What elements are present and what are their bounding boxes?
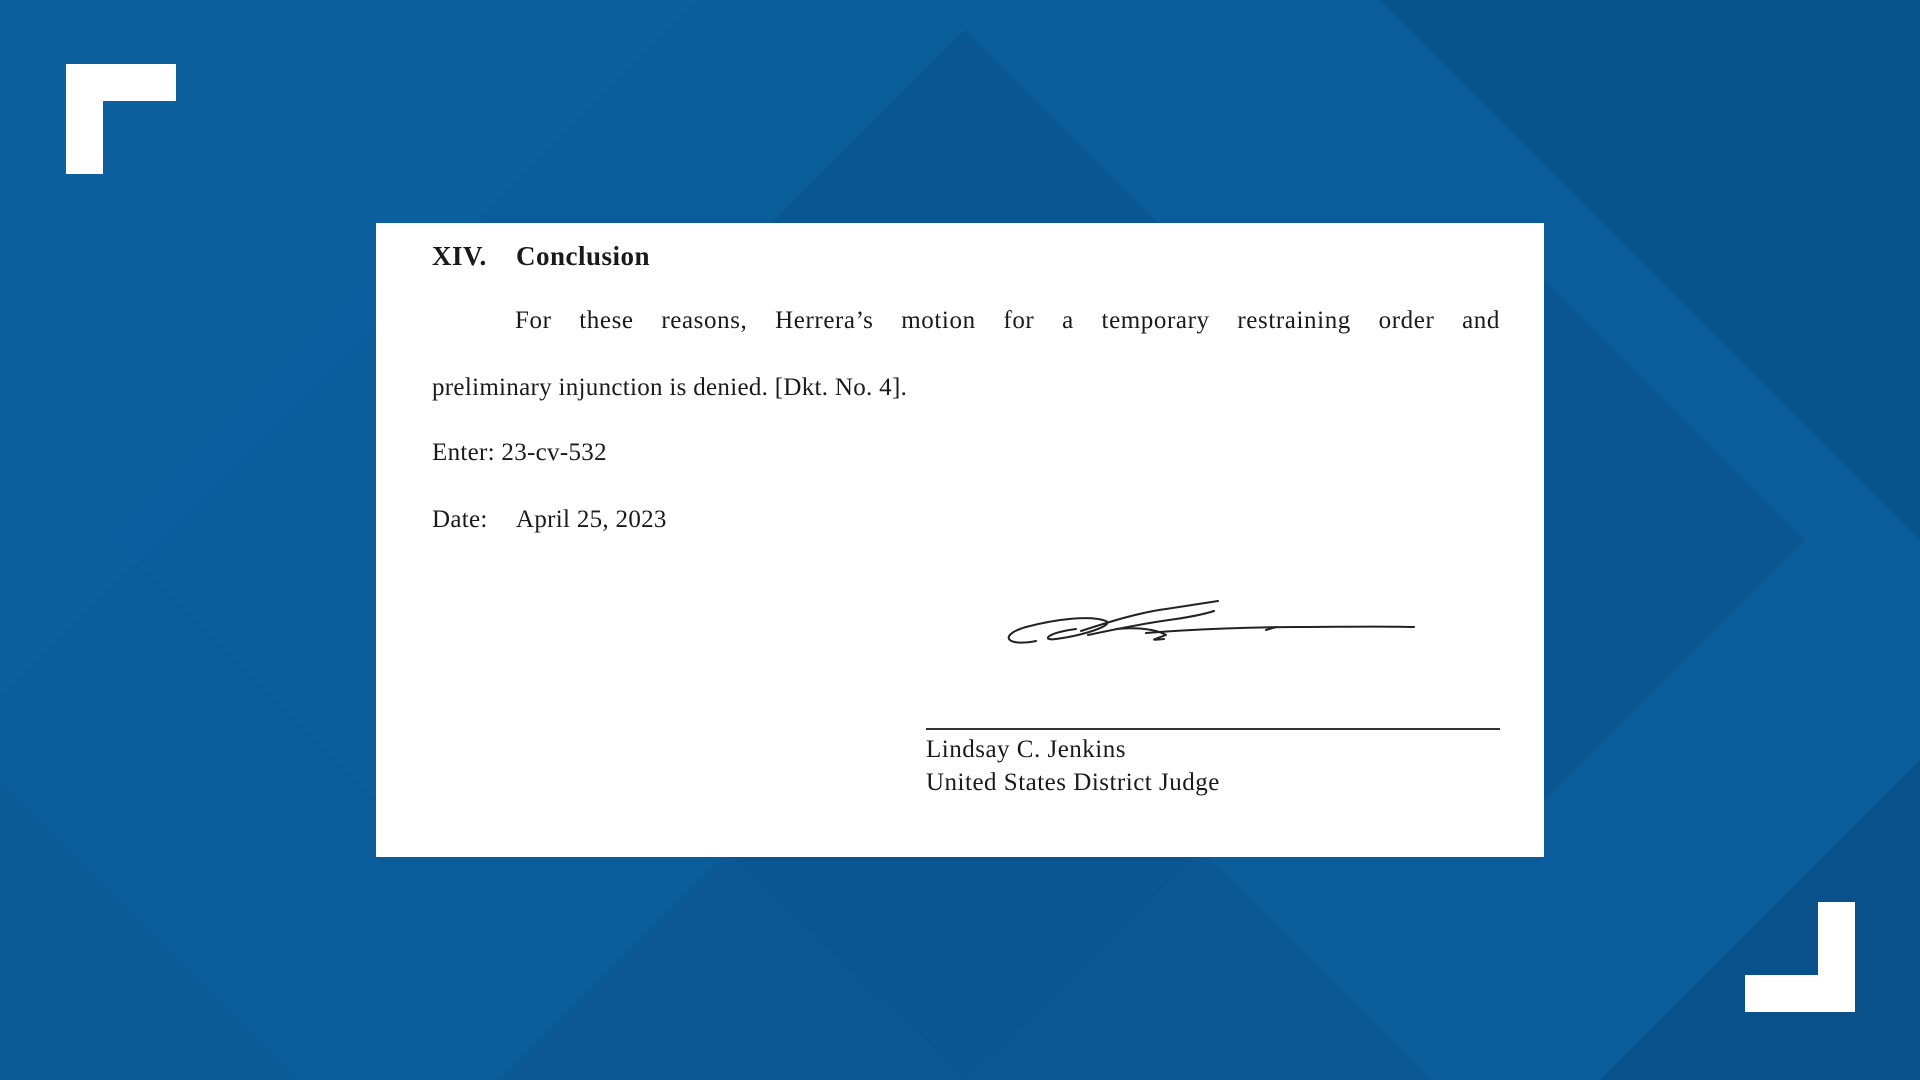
date-line: [432, 506, 667, 534]
corner-bracket-icon: [66, 64, 103, 174]
handwritten-signature: [996, 583, 1436, 653]
case-number-line: Enter: 23-cv-532: [432, 439, 607, 466]
section-heading: [432, 241, 650, 272]
conclusion-paragraph-line2: preliminary injunction is denied. [Dkt. No. 4].: [432, 374, 908, 401]
court-document-excerpt: [376, 223, 1544, 857]
conclusion-paragraph-line1: For these reasons, Herrera’s motion for a temporary restraining order and: [515, 307, 1500, 334]
section-title: Conclusion: [516, 241, 651, 271]
signature-line: [926, 728, 1500, 730]
date-label: Date:: [432, 506, 488, 533]
date-value: April 25, 2023: [516, 506, 667, 533]
section-number: XIV.: [432, 241, 487, 271]
signer-title: United States District Judge: [926, 769, 1220, 796]
corner-bracket-icon: [1818, 902, 1855, 1012]
signer-name: Lindsay C. Jenkins: [926, 736, 1126, 763]
